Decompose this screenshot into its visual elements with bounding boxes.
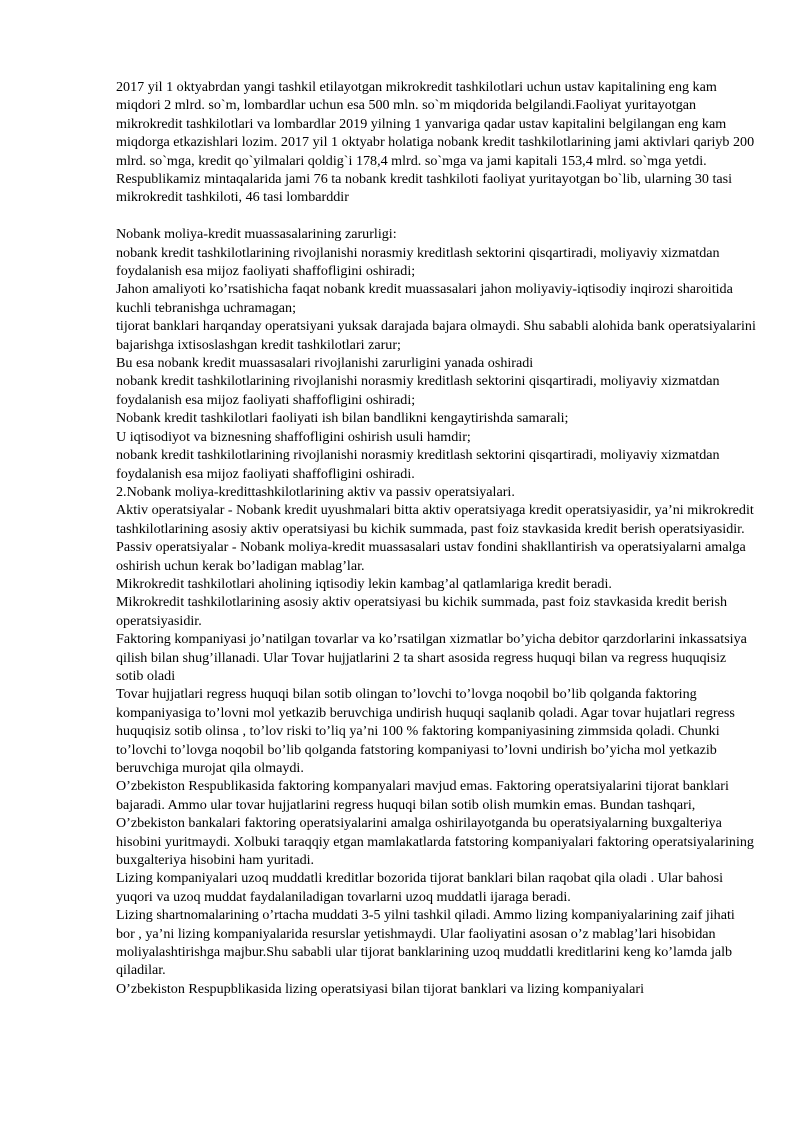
paragraph: Mikrokredit tashkilotlarining asosiy aktiv operatsiyasi bu kichik summada, past foiz stavkasida kredit berish operatsiyasidir. — [116, 594, 727, 629]
paragraph: Tovar hujjatlari regress huquqi bilan sotib olingan to’lovchi to’lovga noqobil bo’lib qolganda faktoring kompaniyasiga to’lovni mol yetkazib beruvchiga undirish huquqi saqlanib qoladi. Agar tovar hujatlari regress huquqisiz sotib olinsa , to’lov riski to’liq ya’ni 100 % faktoring kompaniyasining zimmsida qoladi. Chunki to’lovchi to’lovga noqobil bo’lib qolganda fatstoring kompaniyasi to’lovni undirish bo’yicha mol yetkazib beruvchiga murojat qila olmaydi. — [116, 686, 735, 777]
paragraph: nobank kredit tashkilotlarining rivojlanishi norasmiy kreditlash sektorini qisqartiradi, moliyaviy xizmatdan foydalanish esa mijoz faoliyati shaffofligini oshiradi. — [116, 447, 720, 482]
paragraph: O’zbekiston Respupblikasida lizing operatsiyasi bilan tijorat banklari va lizing kompaniyalari — [116, 980, 644, 997]
section-heading-necessity: Nobank moliya-kredit muassasalarining zarurligi: — [116, 226, 397, 243]
paragraph: Jahon amaliyoti ko’rsatishicha faqat nobank kredit muassasalari jahon moliyaviy-iqtisodiy inqirozi sharoitida kuchli tebranishga uchramagan; — [116, 281, 733, 316]
paragraph: Lizing shartnomalarining o’rtacha muddati 3-5 yilni tashkil qiladi. Ammo lizing kompaniyalarining zaif jihati bor , ya’ni lizing kompaniyalarida resurslar yetishmaydi. Ular faoliyatini asosan o’z mablag’lari hisobidan moliyalashtirishga majbur.Shu sababli ular tijorat banklarining uzoq muddatli kreditlarini keng ko’lamda jalb qiladilar. — [116, 907, 735, 979]
intro-paragraph: 2017 yil 1 oktyabrdan yangi tashkil etilayotgan mikrokredit tashkilotlari uchun ustav kapitalining eng kam miqdori 2 mlrd. so`m, lombardlar uchun esa 500 mln. so`m miqdorida belgilandi.Faoliyat yuritayotgan mikrokredit tashkilotlari va lombardlar 2019 yilning 1 yanvariga qadar ustav kapitalini belgilangan eng kam miqdorga etkazishlari lozim. 2017 yil 1 oktyabr holatiga nobank kredit tashkilotlarining jami aktivlari qariyb 200 mlrd. so`mga, kredit qo`yilmalari qoldig`i 178,4 mlrd. so`mga va jami kapitali 153,4 mlrd. so`mga yetdi. Respublikamiz mintaqalarida jami 76 ta nobank kredit tashkiloti faoliyat yuritayotgan bo`lib, ularning 30 tasi mikrokredit tashkiloti, 46 tasi lombarddir — [116, 79, 755, 206]
paragraph: Mikrokredit tashkilotlari aholining iqtisodiy lekin kambag’al qatlamlariga kredit beradi. — [116, 575, 612, 592]
paragraph: U iqtisodiyot va biznesning shaffofligini oshirish usuli hamdir; — [116, 428, 471, 445]
paragraph: Lizing kompaniyalari uzoq muddatli kreditlar bozorida tijorat banklari bilan raqobat qila oladi . Ular bahosi yuqori va uzoq muddat faydalaniladigan tovarlarni uzoq muddatli ijaraga beradi. — [116, 870, 724, 905]
paragraph: Bu esa nobank kredit muassasalari rivojlanishi zarurligini yanada oshiradi — [116, 355, 534, 372]
paragraph: Aktiv operatsiyalar - Nobank kredit uyushmalari bitta aktiv operatsiyaga kredit operatsiyasidir, ya’ni mikrokredit tashkilotlarining asosiy aktiv operatsiyasi bu kichik summada, past foiz stavkasida kredit berish operatsiyasidir. — [116, 502, 754, 537]
paragraph: nobank kredit tashkilotlarining rivojlanishi norasmiy kreditlash sektorini qisqartiradi, moliyaviy xizmatdan foydalanish esa mijoz faoliyati shaffofligini oshiradi; — [116, 373, 720, 408]
document-body — [116, 78, 756, 998]
paragraph-spacer — [116, 207, 756, 225]
paragraph: Passiv operatsiyalar - Nobank moliya-kredit muassasalari ustav fondini shakllantirish va operatsiyalarni amalga oshirish uchun kerak bo’ladigan mablag’lar. — [116, 539, 746, 574]
paragraph: Nobank kredit tashkilotlari faoliyati ish bilan bandlikni kengaytirishda samarali; — [116, 410, 569, 427]
paragraph: nobank kredit tashkilotlarining rivojlanishi norasmiy kreditlash sektorini qisqartiradi, moliyaviy xizmatdan foydalanish esa mijoz faoliyati shaffofligini oshiradi; — [116, 244, 720, 280]
section-heading-operations: 2.Nobank moliya-kredittashkilotlarining aktiv va passiv operatsiyalari. — [116, 483, 515, 500]
paragraph: Faktoring kompaniyasi jo’natilgan tovarlar va ko’rsatilgan xizmatlar bo’yicha debitor qarzdorlarini inkassatsiya qilish bilan shug’illanadi. Ular Tovar hujjatlarini 2 ta shart asosida regress huquqi bilan va regress huquqisiz sotib oladi — [116, 631, 747, 684]
paragraph: O’zbekiston Respublikasida faktoring kompanyalari mavjud emas. Faktoring operatsiyalarini tijorat banklari bajaradi. Ammo ular tovar hujjatlarini regress huquqi bilan sotib olish mumkin emas. Bundan tashqari, O’zbekiston bankalari faktoring operatsiyalarini amalga oshirilayotganda bu operatsiyalarning buxgalteriya hisobini yuritmaydi. Xolbuki taraqqiy etgan mamlakatlarda fatstoring kompaniyalari faktoring operatsiyalarining buxgalteriya hisobini ham yuritadi. — [116, 778, 754, 869]
paragraph: tijorat banklari harqanday operatsiyani yuksak darajada bajara olmaydi. Shu sababli alohida bank operatsiyalarini bajarishga ixtisoslashgan kredit tashkilotlari zarur; — [116, 318, 756, 353]
